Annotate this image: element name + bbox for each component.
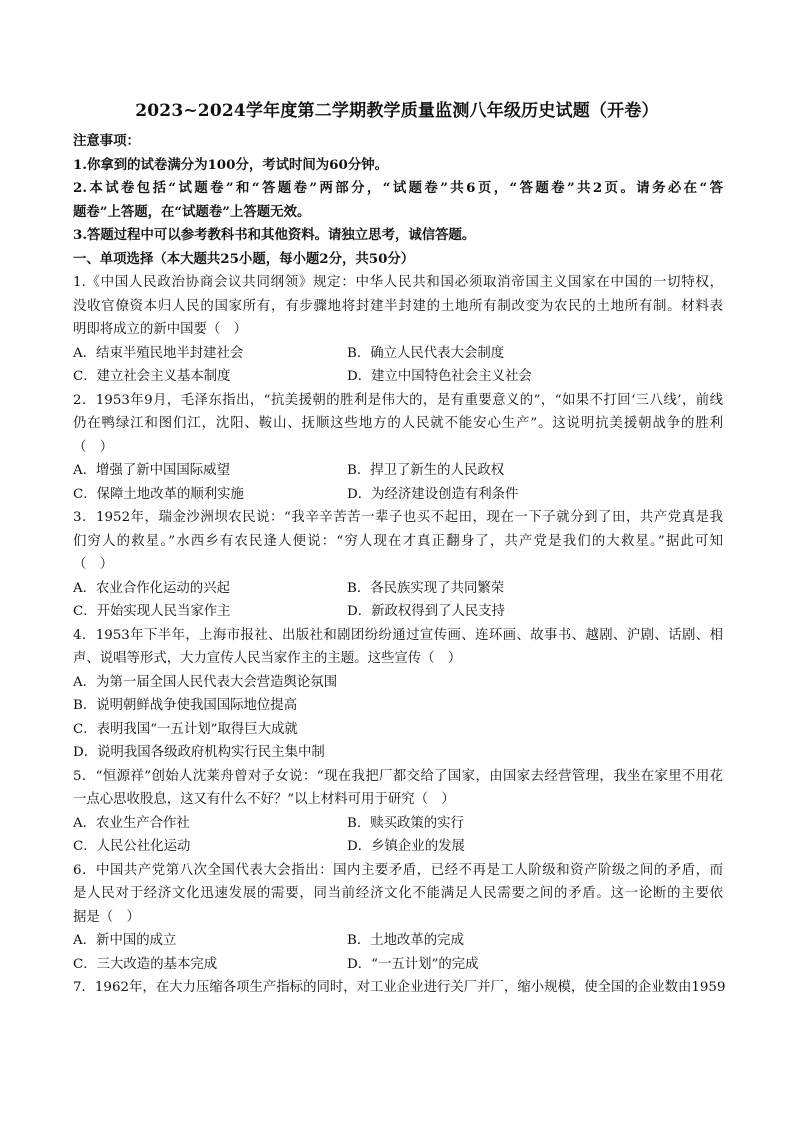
exam-title: 2023~2024学年度第二学期教学质量监测八年级历史试题（开卷）	[135, 101, 659, 121]
options-row	[73, 483, 723, 507]
options-row	[73, 365, 723, 389]
option-d: D．新政权得到了人民支持	[347, 604, 506, 619]
option-c: C．保障土地改革的顺利实施	[73, 486, 244, 502]
question-4	[73, 624, 723, 765]
question-text-line: 一点心思收股息，这又有什么不好？”以上材料可用于研究（ ）	[73, 792, 455, 807]
options-row	[73, 929, 723, 953]
exam-content	[73, 130, 726, 1000]
option-c: C．建立社会主义基本制度	[73, 369, 231, 384]
question-text-line: 6．中国共产党第八次全国代表大会指出：国内主要矛盾，已经不再是工人阶级和资产阶级之间的矛盾，而	[73, 862, 723, 878]
option-b: B．赎买政策的实行	[347, 815, 464, 831]
notice-item: 2.本试卷包括“试题卷”和“答题卷”两部分，“试题卷”共6页，“答题卷”共2页。请务必在“答	[73, 180, 723, 196]
question-text-line: 5．“恒源祥”创始人沈莱舟曾对子女说：“现在我把厂都交给了国家，由国家去经营管理，我坐在家里不用花	[73, 768, 723, 784]
question-text-line: 没收官僚资本归人民的国家所有，有步骤地将封建半封建的土地所有制改变为农民的土地所有制。材料表	[73, 298, 723, 314]
notice-heading: 注意事项：	[73, 133, 140, 149]
option-c: C．人民公社化运动	[73, 839, 191, 854]
section-heading: 一、单项选择（本大题共25小题，每小题2分，共50分）	[73, 250, 415, 267]
option-b: B．各民族实现了共同繁荣	[347, 580, 505, 596]
question-text-line: （ ）	[73, 557, 114, 572]
question-text-line: 3．1952年，瑞金沙洲坝农民说：“我辛辛苦苦一辈子也买不起田，现在一下子就分到了田，共产党真是我	[73, 510, 723, 525]
question-text-line: 们穷人的救星。”水西乡有农民逢人便说：“穷人现在才真正翻身了，共产党是我们的大救星。”据此可知	[73, 533, 723, 549]
option-d: D．说明我国各级政府机构实行民主集中制	[73, 745, 325, 760]
question-7	[73, 976, 726, 1000]
option-d: D．“一五计划”的完成	[347, 956, 479, 972]
question-6	[73, 859, 723, 977]
question-text-line: 2．1953年9月，毛泽东指出，“抗美援朝的胜利是伟大的，是有重要意义的”，“如果不打回‘三八线’，前线	[73, 392, 723, 408]
question-5	[73, 765, 723, 859]
notice-item: 3.答题过程中可以参考教科书和其他资料。请独立思考，诚信答题。	[73, 227, 476, 243]
option-b: B．说明朝鲜战争使我国国际地位提高	[73, 698, 298, 713]
option-c: C．三大改造的基本完成	[73, 956, 218, 972]
notice-item: 题卷”上答题，在“试题卷”上答题无效。	[73, 203, 311, 220]
option-a: A．农业合作化运动的兴起	[73, 580, 230, 596]
notice-item: 1.你拿到的试卷满分为100分，考试时间为60分钟。	[73, 156, 388, 173]
option-b: B．捍卫了新生的人民政权	[347, 463, 505, 478]
options-row	[73, 835, 723, 859]
option-d: D．乡镇企业的发展	[347, 839, 465, 854]
option-d: D．为经济建设创造有利条件	[347, 486, 519, 502]
question-text-line: （ ）	[73, 439, 114, 455]
option-a: A．结束半殖民地半封建社会	[73, 345, 244, 361]
option-c: C．表明我国“一五计划”取得巨大成就	[73, 721, 298, 737]
option-a: A．新中国的成立	[73, 933, 177, 948]
option-d: D．建立中国特色社会主义社会	[347, 369, 532, 384]
options-row	[73, 600, 723, 624]
question-text-line: 4．1953年下半年，上海市报社、出版社和剧团纷纷通过宣传画、连环画、故事书、越剧、沪剧、话剧、相	[73, 627, 723, 643]
options-row	[73, 812, 723, 836]
options-row	[73, 459, 723, 483]
question-2	[73, 389, 723, 507]
question-text-line: 声、说唱等形式，大力宣传人民当家作主的主题。这些宣传（ ）	[73, 651, 462, 666]
option-b: B．确立人民代表大会制度	[347, 345, 505, 361]
option-a: A．为第一届全国人民代表大会营造舆论氛围	[73, 674, 338, 690]
question-text-line: 明即将成立的新中国要（ ）	[73, 322, 248, 337]
question-1	[73, 271, 723, 389]
question-text-line: 是人民对于经济文化迅速发展的需要，同当前经济文化不能满足人民需要之间的矛盾。这一论断的主要依	[73, 886, 723, 901]
option-a: A．农业生产合作社	[73, 815, 190, 831]
question-text-line: 仍在鸭绿江和图们江，沈阳、鞍山、抚顺这些地方的人民就不能安心生产”。这说明抗美援朝战争的胜利	[73, 416, 723, 431]
option-c: C．开始实现人民当家作主	[73, 604, 231, 619]
question-3	[73, 506, 723, 624]
question-text-line: 1.《中国人民政治协商会议共同纲领》规定：中华人民共和国必须取消帝国主义国家在中国的一切特权，	[73, 275, 723, 290]
option-b: B．土地改革的完成	[347, 933, 464, 948]
options-row	[73, 577, 723, 601]
options-row	[73, 953, 723, 977]
question-text-line: 据是（ ）	[73, 909, 140, 925]
option-a: A．增强了新中国国际威望	[73, 463, 230, 478]
question-text-line: 7．1962年，在大力压缩各项生产指标的同时，对工业企业进行关厂并厂，缩小规模，使全国的企业数由1959	[73, 980, 726, 995]
options-row	[73, 342, 723, 366]
